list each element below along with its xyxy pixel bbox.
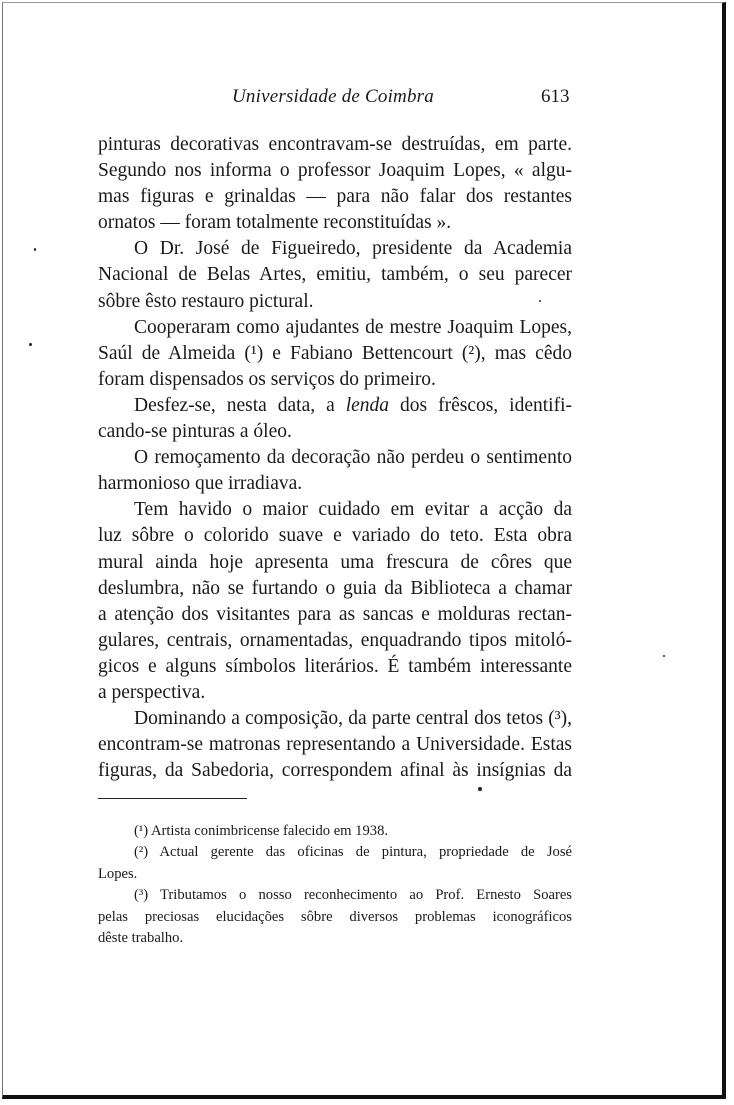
body-line: gulares, centrais, ornamentadas, enquadrando tipos mitoló- — [98, 629, 572, 651]
body-line: harmonioso que irradiava. — [98, 473, 303, 495]
body-line: encontram-se matronas representando a Universidade. Estas — [98, 734, 572, 756]
body-line: pinturas decorativas encontravam-se destruídas, em parte. — [98, 134, 572, 155]
body-line: cando-se pinturas a óleo. — [98, 421, 292, 443]
body-text — [98, 132, 572, 784]
ink-speck — [539, 300, 541, 302]
footnotes — [98, 821, 572, 949]
body-line: gicos e alguns símbolos literários. É também interessante — [98, 655, 572, 677]
body-line: Desfez-se, nesta data, a lenda dos frêscos, identifi- — [134, 394, 572, 416]
body-line: mural ainda hoje apresenta uma frescura de côres que — [98, 551, 572, 573]
body-line: Nacional de Belas Artes, emitiu, também, o seu parecer — [98, 264, 572, 286]
running-head — [0, 86, 734, 112]
body-line: mas figuras e grinaldas — para não falar dos restantes — [98, 186, 572, 208]
running-title: Universidade de Coimbra — [232, 86, 434, 107]
body-line: Saúl de Almeida (¹) e Fabiano Bettencourt (²), mas cêdo — [98, 342, 572, 364]
ink-speck — [478, 787, 482, 791]
body-line: Cooperaram como ajudantes de mestre Joaquim Lopes, — [134, 316, 572, 338]
body-line: a atenção dos visitantes para as sancas e molduras rectan- — [98, 603, 572, 625]
body-line: a perspectiva. — [98, 681, 206, 703]
footnote-line: (¹) Artista conimbricense falecido em 1938. — [134, 823, 389, 839]
footnote-line: dêste trabalho. — [98, 929, 184, 946]
ink-speck — [663, 655, 665, 657]
footnote-line: (³) Tributamos o nosso reconhecimento ao Prof. Ernesto Soares — [134, 887, 572, 904]
ink-speck — [29, 343, 32, 346]
footnote-line: Lopes. — [98, 865, 138, 882]
body-line: Dominando a composição, da parte central dos tetos (³), — [134, 708, 572, 730]
body-line: foram dispensados os serviços do primeiro. — [98, 368, 436, 390]
ink-speck — [34, 248, 36, 251]
body-line: O Dr. José de Figueiredo, presidente da Academia — [134, 238, 572, 260]
body-line: luz sôbre o colorido suave e variado do teto. Esta obra — [98, 525, 572, 547]
page-number: 613 — [541, 86, 570, 107]
body-line: deslumbra, não se furtando o guia da Biblioteca a chamar — [98, 577, 572, 599]
body-line: Tem havido o maior cuidado em evitar a acção da — [134, 499, 572, 521]
body-line: ornatos — foram totalmente reconstituídas ». — [98, 212, 452, 234]
emphasis-lenda: lenda — [345, 394, 390, 416]
footnote-line: pelas preciosas elucidações sôbre diversos problemas iconográficos — [98, 908, 572, 925]
body-line: sôbre êsto restauro pictural. — [98, 290, 314, 312]
footnote-line: (²) Actual gerente das oficinas de pintura, propriedade de José — [134, 844, 572, 861]
body-line: Segundo nos informa o professor Joaquim Lopes, « algu- — [98, 160, 572, 182]
footnote-rule — [98, 798, 247, 799]
body-line: figuras, da Sabedoria, correspondem afinal às insígnias da — [98, 760, 572, 782]
body-line: O remoçamento da decoração não perdeu o sentimento — [134, 447, 572, 469]
